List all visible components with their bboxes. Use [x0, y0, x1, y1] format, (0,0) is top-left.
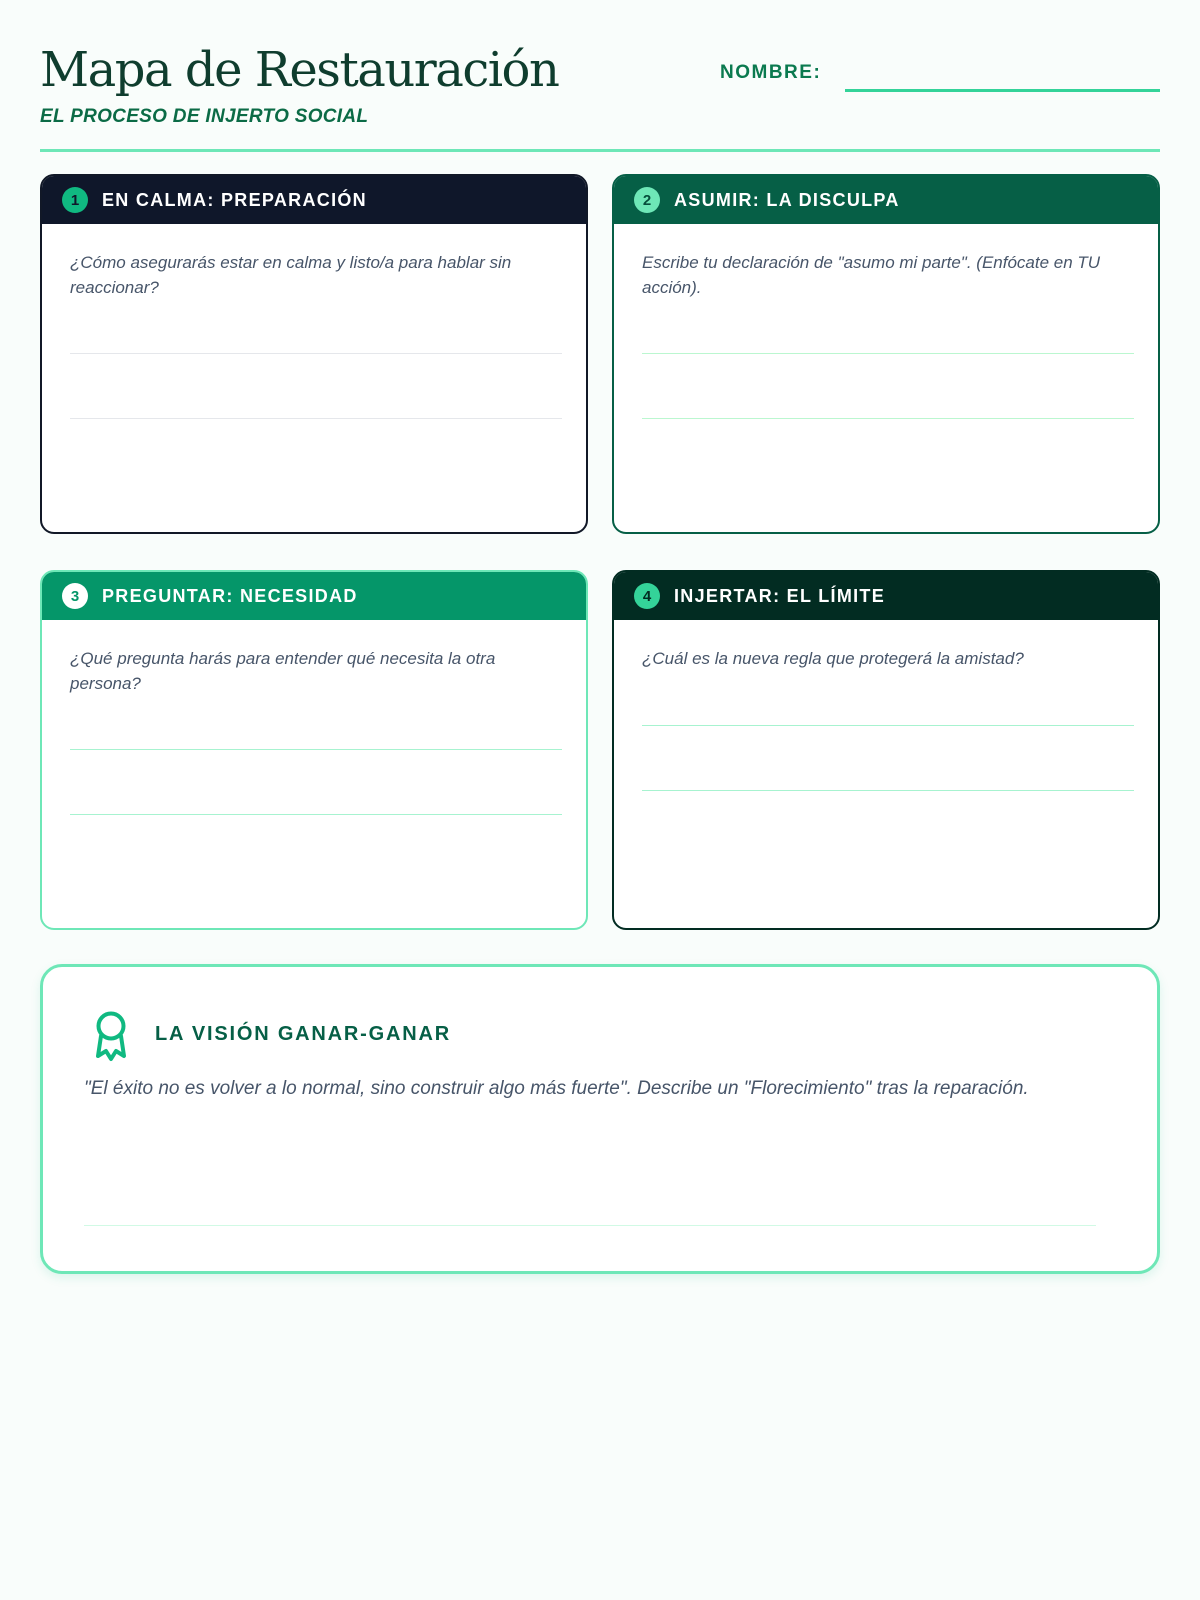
name-label: NOMBRE:	[720, 62, 822, 83]
writing-line[interactable]	[70, 353, 562, 354]
step-card-title: EN CALMA: PREPARACIÓN	[102, 189, 367, 210]
award-ribbon-icon	[89, 1009, 133, 1065]
writing-line[interactable]	[642, 418, 1134, 419]
step-number-badge: 4	[634, 583, 660, 609]
step-number-badge: 1	[62, 187, 88, 213]
step-card-header	[42, 572, 586, 620]
vision-box	[40, 964, 1160, 1274]
writing-line[interactable]	[642, 353, 1134, 354]
page-subtitle: EL PROCESO DE INJERTO SOCIAL	[40, 106, 369, 127]
step-card-4	[612, 570, 1160, 930]
step-prompt: Escribe tu declaración de "asumo mi parte". (Enfócate en TU acción).	[642, 253, 1101, 297]
worksheet-page	[40, 40, 1160, 1099]
worksheet-header	[40, 40, 1160, 152]
step-card-header	[42, 176, 586, 224]
writing-line[interactable]	[84, 1225, 1096, 1226]
vision-title: LA VISIÓN GANAR-GANAR	[155, 1023, 451, 1045]
step-card-header	[614, 572, 1158, 620]
header-divider	[40, 149, 1160, 152]
page-title: Mapa de Restauración	[40, 42, 559, 98]
step-card-2	[612, 174, 1160, 534]
writing-line[interactable]	[70, 749, 562, 750]
step-prompt: ¿Qué pregunta harás para entender qué necesita la otra persona?	[70, 649, 496, 693]
step-prompt: ¿Cuál es la nueva regla que protegerá la amistad?	[642, 649, 1024, 668]
writing-line[interactable]	[642, 725, 1134, 726]
step-number-badge: 2	[634, 187, 660, 213]
step-card-title: INJERTAR: EL LÍMITE	[674, 585, 886, 606]
writing-line[interactable]	[70, 814, 562, 815]
step-number-badge: 3	[62, 583, 88, 609]
writing-line[interactable]	[70, 418, 562, 419]
name-field[interactable]	[845, 89, 1160, 92]
vision-prompt: "El éxito no es volver a lo normal, sino construir algo más fuerte". Describe un "Florecimiento" tras la reparación.	[84, 1078, 1029, 1099]
step-card-1	[40, 174, 588, 534]
step-prompt: ¿Cómo asegurarás estar en calma y listo/a para hablar sin reaccionar?	[70, 253, 512, 297]
step-card-3	[40, 570, 588, 930]
step-card-title: PREGUNTAR: NECESIDAD	[102, 585, 358, 606]
step-card-title: ASUMIR: LA DISCULPA	[674, 189, 900, 210]
writing-line[interactable]	[642, 790, 1134, 791]
step-card-header	[614, 176, 1158, 224]
